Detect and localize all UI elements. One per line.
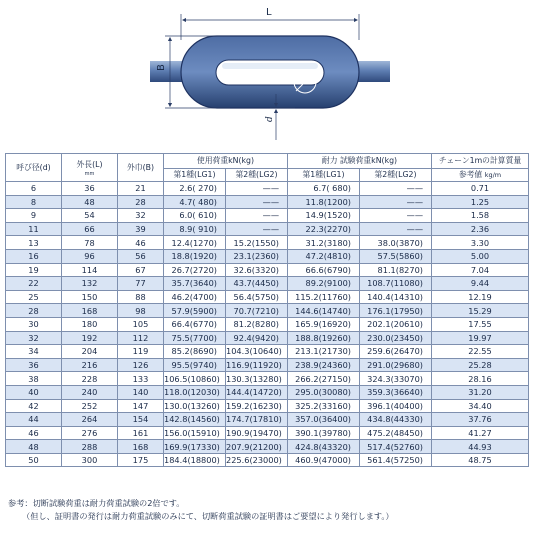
table-cell: 434.8(44330): [360, 413, 432, 427]
note-line-2: （但し、証明書の発行は耐力荷重試験のみにて、切断荷重試験の証明書はご要望により発行します。）: [22, 511, 394, 521]
table-cell: 276: [62, 426, 118, 440]
header-weight-ref: 参考値 kg/m: [432, 169, 529, 182]
label-B: B: [156, 64, 167, 71]
table-cell: 36: [62, 182, 118, 196]
label-d-inner: d: [308, 73, 314, 83]
table-cell: 174.7(17810): [226, 413, 288, 427]
table-cell: 130.0(13260): [164, 399, 226, 413]
table-cell: 43.7(4450): [226, 277, 288, 291]
table-cell: 144.4(14720): [226, 385, 288, 399]
table-cell: 54: [62, 209, 118, 223]
table-cell: 46: [6, 426, 62, 440]
table-cell: 42: [6, 399, 62, 413]
table-cell: 6.0( 610): [164, 209, 226, 223]
table-cell: 105: [118, 317, 164, 331]
table-cell: 28: [6, 304, 62, 318]
table-cell: 115.2(11760): [288, 290, 360, 304]
table-cell: 140: [118, 385, 164, 399]
table-cell: 184.4(18800): [164, 453, 226, 467]
table-cell: 32: [6, 331, 62, 345]
table-row: [6, 249, 529, 263]
table-row: [6, 345, 529, 359]
table-cell: 168: [62, 304, 118, 318]
table-cell: 26.7(2720): [164, 263, 226, 277]
table-cell: 0.71: [432, 182, 529, 196]
table-cell: 56.4(5750): [226, 290, 288, 304]
table-cell: 16: [6, 249, 62, 263]
table-cell: 180: [62, 317, 118, 331]
table-cell: 22: [6, 277, 62, 291]
table-cell: 38.0(3870): [360, 236, 432, 250]
header-length: 外長(L) mm: [62, 154, 118, 182]
header-weight: チェーン1mの計算質量: [432, 154, 529, 169]
table-cell: 50: [6, 453, 62, 467]
table-row: [6, 453, 529, 467]
table-cell: ——: [226, 195, 288, 209]
table-cell: 22.3(2270): [288, 222, 360, 236]
label-L: L: [266, 7, 272, 18]
table-cell: 22.55: [432, 345, 529, 359]
table-cell: 12.4(1270): [164, 236, 226, 250]
table-cell: 92.4(9420): [226, 331, 288, 345]
table-cell: 238.9(24360): [288, 358, 360, 372]
table-cell: 23.1(2360): [226, 249, 288, 263]
table-cell: 57.9(5900): [164, 304, 226, 318]
table-cell: 161: [118, 426, 164, 440]
table-cell: 35.7(3640): [164, 277, 226, 291]
table-cell: 252: [62, 399, 118, 413]
table-cell: 81.2(8280): [226, 317, 288, 331]
table-cell: 156.0(15910): [164, 426, 226, 440]
table-cell: 48: [6, 440, 62, 454]
table-cell: 424.8(43320): [288, 440, 360, 454]
table-cell: 48: [62, 195, 118, 209]
table-cell: 75.5(7700): [164, 331, 226, 345]
table-row: [6, 277, 529, 291]
table-cell: 12.19: [432, 290, 529, 304]
table-cell: 126: [118, 358, 164, 372]
table-row: [6, 304, 529, 318]
table-cell: 240: [62, 385, 118, 399]
table-body: [6, 182, 529, 467]
table-row: [6, 236, 529, 250]
table-cell: 225.6(23000): [226, 453, 288, 467]
table-cell: 259.6(26470): [360, 345, 432, 359]
table-cell: 2.36: [432, 222, 529, 236]
table-cell: 291.0(29680): [360, 358, 432, 372]
table-cell: 159.2(16230): [226, 399, 288, 413]
table-cell: 169.9(17330): [164, 440, 226, 454]
table-cell: 31.20: [432, 385, 529, 399]
table-cell: 104.3(10640): [226, 345, 288, 359]
table-cell: 19.97: [432, 331, 529, 345]
table-cell: 118.0(12030): [164, 385, 226, 399]
table-cell: 112: [118, 331, 164, 345]
table-cell: 15.29: [432, 304, 529, 318]
table-cell: 132: [62, 277, 118, 291]
header-pl-grade1: 第1種(LG1): [288, 169, 360, 182]
table-cell: 81.1(8270): [360, 263, 432, 277]
table-cell: ——: [360, 182, 432, 196]
table-row: [6, 399, 529, 413]
table-cell: 25: [6, 290, 62, 304]
table-cell: 325.2(33160): [288, 399, 360, 413]
table-cell: 5.00: [432, 249, 529, 263]
table-cell: 2.6( 270): [164, 182, 226, 196]
table-cell: ——: [226, 209, 288, 223]
table-cell: 18.8(1920): [164, 249, 226, 263]
table-cell: 300: [62, 453, 118, 467]
table-cell: 39: [118, 222, 164, 236]
table-cell: 228: [62, 372, 118, 386]
table-cell: 46.2(4700): [164, 290, 226, 304]
table-cell: 176.1(17950): [360, 304, 432, 318]
table-cell: 15.2(1550): [226, 236, 288, 250]
table-cell: 32.6(3320): [226, 263, 288, 277]
table-row: [6, 385, 529, 399]
table-cell: 6: [6, 182, 62, 196]
label-d-side: d: [265, 116, 275, 122]
table-cell: 188.8(19260): [288, 331, 360, 345]
table-cell: 98: [118, 304, 164, 318]
table-cell: 19: [6, 263, 62, 277]
table-cell: 8: [6, 195, 62, 209]
table-cell: 192: [62, 331, 118, 345]
table-cell: 89.2(9100): [288, 277, 360, 291]
table-cell: 28.16: [432, 372, 529, 386]
table-cell: 77: [118, 277, 164, 291]
table-row: [6, 331, 529, 345]
header-width: 外巾(B): [118, 154, 164, 182]
table-cell: 34.40: [432, 399, 529, 413]
table-cell: ——: [360, 195, 432, 209]
table-cell: 216: [62, 358, 118, 372]
table-cell: 357.0(36400): [288, 413, 360, 427]
table-cell: 9: [6, 209, 62, 223]
table-row: [6, 182, 529, 196]
table-cell: 31.2(3180): [288, 236, 360, 250]
table-cell: 28: [118, 195, 164, 209]
table-cell: 34: [6, 345, 62, 359]
table-cell: 133: [118, 372, 164, 386]
table-row: [6, 426, 529, 440]
header-working-load: 使用荷重kN(kg): [164, 154, 288, 169]
table-cell: 25.28: [432, 358, 529, 372]
table-cell: 88: [118, 290, 164, 304]
table-cell: 165.9(16920): [288, 317, 360, 331]
header-proof-load: 耐力 試験荷重kN(kg): [288, 154, 432, 169]
table-cell: 6.7( 680): [288, 182, 360, 196]
table-cell: 40: [6, 385, 62, 399]
header-wl-grade2: 第2種(LG2): [226, 169, 288, 182]
table-row: [6, 440, 529, 454]
table-row: [6, 222, 529, 236]
header-nominal: 呼び径(d): [6, 154, 62, 182]
header-wl-grade1: 第1種(LG1): [164, 169, 226, 182]
table-cell: 230.0(23450): [360, 331, 432, 345]
table-row: [6, 209, 529, 223]
chain-link-diagram: [0, 0, 534, 152]
table-cell: 142.8(14560): [164, 413, 226, 427]
table-cell: 204: [62, 345, 118, 359]
table-cell: 130.3(13280): [226, 372, 288, 386]
table-cell: 460.9(47000): [288, 453, 360, 467]
table-cell: 66.6(6790): [288, 263, 360, 277]
table-cell: 175: [118, 453, 164, 467]
table-cell: 44.93: [432, 440, 529, 454]
notes: [8, 497, 394, 523]
table-cell: 36: [6, 358, 62, 372]
table-cell: ——: [226, 222, 288, 236]
chain-spec-table: [5, 153, 529, 467]
table-cell: 266.2(27150): [288, 372, 360, 386]
table-cell: 207.9(21200): [226, 440, 288, 454]
table-row: [6, 413, 529, 427]
table-cell: 70.7(7210): [226, 304, 288, 318]
table-cell: 46: [118, 236, 164, 250]
table-cell: 114: [62, 263, 118, 277]
table-cell: 324.3(33070): [360, 372, 432, 386]
table-row: [6, 195, 529, 209]
table-cell: 8.9( 910): [164, 222, 226, 236]
table-cell: 66: [62, 222, 118, 236]
table-cell: 37.76: [432, 413, 529, 427]
table-cell: 30: [6, 317, 62, 331]
table-cell: 17.55: [432, 317, 529, 331]
table-cell: 475.2(48450): [360, 426, 432, 440]
table-row: [6, 290, 529, 304]
table-cell: 14.9(1520): [288, 209, 360, 223]
table-cell: 264: [62, 413, 118, 427]
table-cell: 147: [118, 399, 164, 413]
table-cell: 96: [62, 249, 118, 263]
table-cell: 41.27: [432, 426, 529, 440]
table-cell: 213.1(21730): [288, 345, 360, 359]
table-cell: 106.5(10860): [164, 372, 226, 386]
table-cell: 66.4(6770): [164, 317, 226, 331]
header-weight-unit: kg/m: [484, 171, 502, 179]
table-cell: ——: [226, 182, 288, 196]
table-cell: 108.7(11080): [360, 277, 432, 291]
table-row: [6, 358, 529, 372]
table-cell: ——: [360, 222, 432, 236]
table-row: [6, 317, 529, 331]
table-cell: 11.8(1200): [288, 195, 360, 209]
table-row: [6, 263, 529, 277]
table-cell: 517.4(52760): [360, 440, 432, 454]
table-cell: 56: [118, 249, 164, 263]
header-pl-grade2: 第2種(LG2): [360, 169, 432, 182]
table-cell: 85.2(8690): [164, 345, 226, 359]
table-cell: 359.3(36640): [360, 385, 432, 399]
table-cell: 7.04: [432, 263, 529, 277]
table-cell: 78: [62, 236, 118, 250]
note-line-1: 参考：切断試験荷重は耐力荷重試験の2倍です。: [8, 498, 185, 508]
table-cell: 116.9(11920): [226, 358, 288, 372]
table-cell: 140.4(14310): [360, 290, 432, 304]
table-cell: 57.5(5860): [360, 249, 432, 263]
table-cell: 44: [6, 413, 62, 427]
table-cell: 95.5(9740): [164, 358, 226, 372]
table-cell: 21: [118, 182, 164, 196]
table-cell: 13: [6, 236, 62, 250]
table-cell: 390.1(39780): [288, 426, 360, 440]
table-cell: 154: [118, 413, 164, 427]
table-cell: 288: [62, 440, 118, 454]
table-cell: 202.1(20610): [360, 317, 432, 331]
unit-mm: mm: [84, 170, 95, 177]
table-cell: 295.0(30080): [288, 385, 360, 399]
table-cell: ——: [360, 209, 432, 223]
table-cell: 561.4(57250): [360, 453, 432, 467]
table-row: [6, 372, 529, 386]
table-cell: 47.2(4810): [288, 249, 360, 263]
table-cell: 11: [6, 222, 62, 236]
table-cell: 1.58: [432, 209, 529, 223]
table-cell: 67: [118, 263, 164, 277]
table-cell: 32: [118, 209, 164, 223]
table-cell: 144.6(14740): [288, 304, 360, 318]
table-cell: 119: [118, 345, 164, 359]
table-cell: 396.1(40400): [360, 399, 432, 413]
table-cell: 150: [62, 290, 118, 304]
table-cell: 38: [6, 372, 62, 386]
table-cell: 4.7( 480): [164, 195, 226, 209]
table-cell: 48.75: [432, 453, 529, 467]
table-cell: 9.44: [432, 277, 529, 291]
table-cell: 1.25: [432, 195, 529, 209]
table-cell: 3.30: [432, 236, 529, 250]
table-cell: 168: [118, 440, 164, 454]
table-cell: 190.9(19470): [226, 426, 288, 440]
